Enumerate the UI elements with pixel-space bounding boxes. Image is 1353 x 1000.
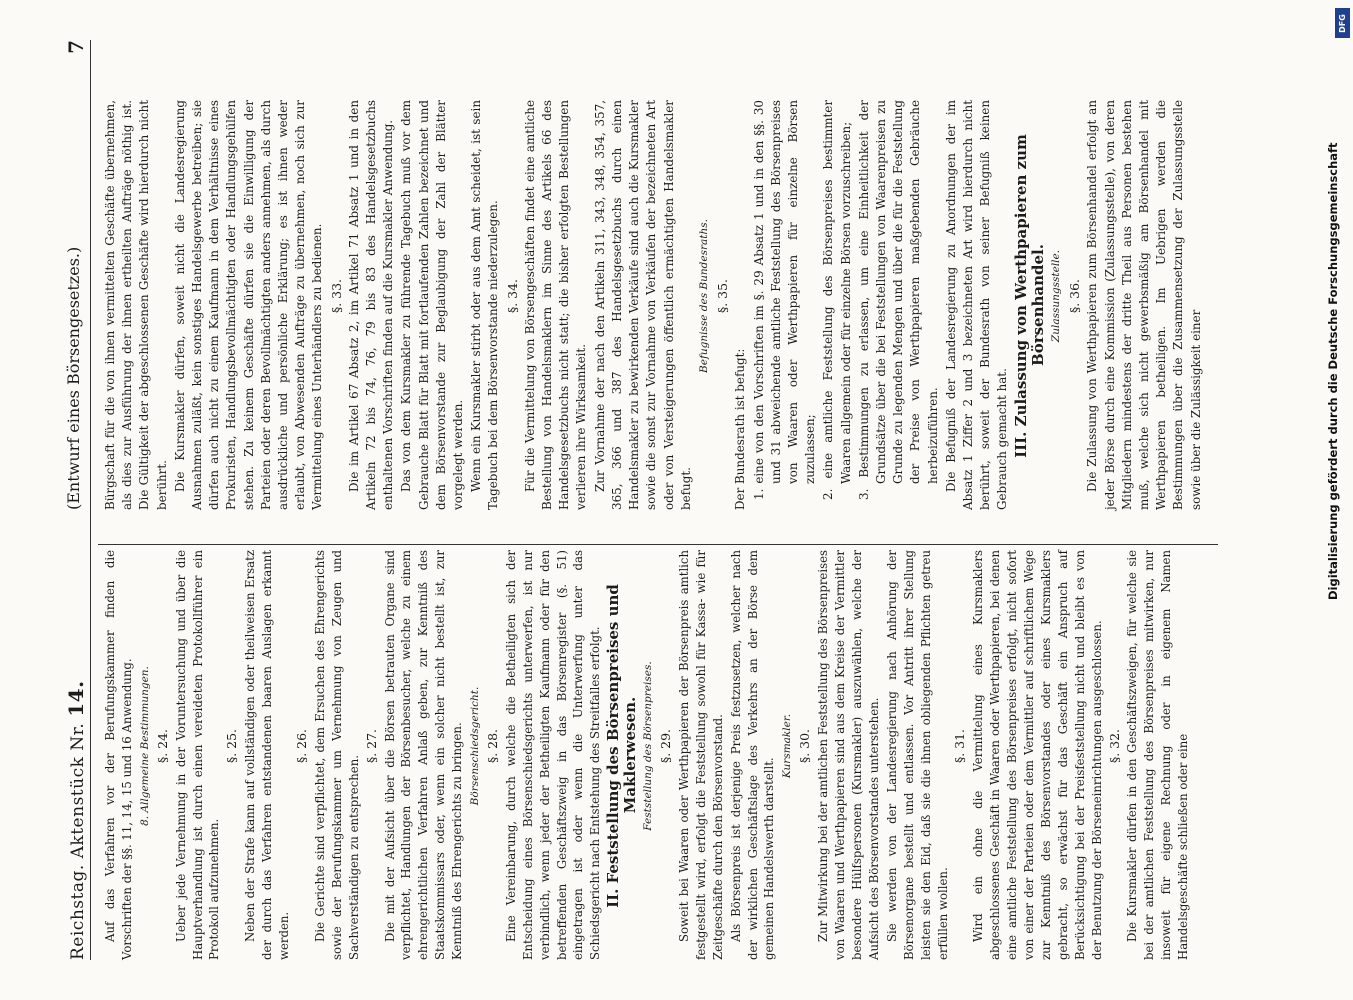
paragraph: Eine Vereinbarung, durch welche die Betheiligten sich der Entscheidung eines Börsenschiedsgerichts unterwerfen, ist nur verbindlich, wenn jeder der Betheiligten Kaufmann oder für den betreffenden Geschäftszweig in das Börsenregister (§. 51) eingetragen ist oder wenn die Unterwerfung unter das Schiedsgericht nach Entstehung des Streitfalles erfolgt. — [503, 550, 603, 960]
paragraph: Neben der Strafe kann auf vollständigen oder theilweisen Ersatz der durch das Verfahren entstandenen baaren Auslagen erkannt werden. — [243, 550, 292, 960]
paragraph: Zur Vornahme der nach den Artikeln 311, 343, 348, 354, 357, 365, 366 und 387 des Handelsgesetzbuchs durch einen Handelsmakler zu bewirkenden Verkäufe sind auch die Kursmakler sowie die sonst zur Vornahme von Verkäufen der bezeichneten Art oder von Versteigerungen öffentlich ermächtigten Handelsmakler befugt. — [592, 100, 693, 510]
section-number: §. 27. — [363, 728, 379, 764]
list-item: 3. Bestimmungen zu erlassen, um eine Einheitlichkeit der Grundsätze über die bei Feststellungen von Waarenpreisen zu Grunde zu legenden Mengen und über die für die Feststellung der Preise von Werthpapieren maßgebenden Gebräuche herbeizuführen. — [856, 100, 940, 500]
dfg-logo-text: DFG — [1338, 13, 1348, 33]
paragraph: Auf das Verfahren vor der Berufungskammer finden die Vorschriften der §§. 11, 14, 15 und 16 Anwendung. — [103, 550, 134, 960]
paragraph: Die im Artikel 67 Absatz 2, im Artikel 71 Absatz 1 und in den Artikeln 72 bis 74, 76, 79 bis 83 des Handelsgesetzbuchs enthaltenen Vorschriften finden auf die Kursmakler Anwendung. — [346, 100, 396, 510]
running-head-right — [64, 40, 88, 72]
subheading: Feststellung des Börsenpreises. — [642, 661, 655, 831]
column-divider — [98, 544, 1218, 545]
paragraph: Die Befugniß der Landesregierung zu Anordnungen der im Absatz 1 Ziffer 2 und 3 bezeichneten Art wird hierdurch nicht berührt, soweit der Bundesrath von seiner Befugniß keinen Gebrauch gemacht hat. — [943, 100, 1010, 510]
right-column — [102, 100, 1206, 510]
paragraph: Als Börsenpreis ist derjenige Preis festzusetzen, welcher nach der wirklichen Geschäftslage des Verkehrs an der Börse dem gemeinen Handelswerth darstellt. — [728, 550, 777, 960]
section-number: §. 35. — [715, 278, 731, 314]
running-head — [62, 40, 91, 960]
section-number: §. 34. — [504, 278, 520, 314]
section-number: §. 26. — [293, 728, 309, 764]
paragraph: Bürgschaft für die von ihnen vermittelten Geschäfte übernehmen, als dies zur Ausführung der ihnen ertheilten Aufträge nöthig ist. Die Gültigkeit der abgeschlossenen Geschäfte wird hierdurch nicht berührt. — [103, 100, 169, 510]
paragraph: Sie werden von der Landesregierung nach Anhörung der Börsenorgane bestellt und entlassen. Vor Antritt ihrer Stellung leisten sie den Eid, daß sie die ihnen obliegenden Pflichten getreu erfüllen wollen. — [884, 550, 950, 960]
dfg-logo — [1335, 8, 1350, 38]
list-item: 2. eine amtliche Feststellung des Börsenpreises bestimmter Waaren allgemein oder für einzelne Börsen vorzuschreiben; — [821, 100, 853, 500]
section-number: §. 28. — [484, 728, 500, 764]
section-number: §. 32. — [1106, 728, 1122, 764]
subheading: 8. Allgemeine Bestimmungen. — [138, 666, 151, 826]
section-number: §. 33. — [328, 278, 344, 314]
subheading: Zulassungsstelle. — [1049, 249, 1062, 343]
running-head-center: (Entwurf eines Börsengesetzes.) — [64, 246, 83, 510]
paragraph: Wenn ein Kursmakler stirbt oder aus dem Amt scheidet, ist sein Tagebuch bei dem Börsenvorstande niederzulegen. — [469, 100, 501, 510]
section-number: §. 24. — [154, 728, 170, 764]
paragraph: Soweit bei Waaren oder Werthpapieren der Börsenpreis amtlich festgestellt wird, erfolgt die Feststellung sowohl für Kassa- wie für Zeitgeschäfte durch den Börsenvorstand. — [676, 550, 725, 960]
section-heading: II. Feststellung des Börsenpreises und Maklerwesen. — [604, 584, 640, 908]
section-heading: III. Zulassung von Werthpapieren zum Börsenhandel. — [1011, 134, 1047, 458]
section-number: §. 31. — [952, 728, 968, 764]
section-number: §. 29. — [658, 728, 673, 764]
rotated-document-page — [2, 0, 1262, 1000]
paragraph: Die mit der Aufsicht über die Börsen betrauten Organe sind verpflichtet, Handlungen der Börsenbesucher, welche zu einem ehrengerichtlichen Verfahren Anlaß geben, zur Kenntniß des Staatskommissars oder, wenn ein solcher nicht bestellt ist, zur Kenntniß des Ehrengerichts zu bringen. — [382, 550, 465, 960]
subheading: Kursmakler. — [781, 713, 794, 779]
running-head-left — [64, 680, 88, 960]
paragraph: Die Zulassung von Werthpapieren zum Börsenhandel erfolgt an jeder Börse durch eine Kommission (Zulassungsstelle), von deren Mitgliedern mindestens der dritte Theil aus Personen bestehen muß, welche sich nicht gewerbsmäßig am Börsenhandel mit Werthpapieren betheiligen. Im Uebrigen werden die Bestimmungen über die Zusammensetzung der Zulassungsstelle sowie über die Zulässigkeit einer — [1085, 100, 1203, 510]
running-head-title: Reichstag. Aktenstück Nr. — [68, 722, 88, 960]
section-number: §. 36. — [1067, 278, 1083, 314]
section-number: §. 30. — [797, 728, 813, 764]
document-number: 14. — [64, 680, 88, 717]
paragraph: Für die Vermittelung von Börsengeschäften findet eine amtliche Bestellung von Handelsmaklern im Sinne des Artikels 66 des Handelsgesetzbuchs nicht statt; die bisher erfolgten Bestellungen verlieren ihre Wirksamkeit. — [522, 100, 589, 510]
page-number: 7 — [64, 40, 88, 54]
paragraph: Das von dem Kursmakler zu führende Tagebuch muß vor dem Gebrauche Blatt für Blatt mit fortlaufenden Zahlen bezeichnet und dem Börsenvorstande zur Beglaubigung der Zahl der Blätter vorgelegt werden. — [399, 100, 466, 510]
paragraph: Die Gerichte sind verpflichtet, dem Ersuchen des Ehrengerichts sowie der Berufungskammer um Vernehmung von Zeugen und Sachverständigen zu entsprechen. — [312, 550, 361, 960]
paragraph: Ueber jede Vernehmung in der Voruntersuchung und über die Hauptverhandlung ist durch einen vereideten Protokollführer ein Protokoll aufzunehmen. — [173, 550, 222, 960]
paragraph: Die Kursmakler dürfen in den Geschäftszweigen, für welche sie bei der amtlichen Feststellung des Börsenpreises mitwirken, nur insoweit für eigene Rechnung oder in eigenem Namen Handelsgeschäfte schließen oder eine — [1125, 550, 1191, 960]
paragraph: Der Bundesrath ist befugt: — [733, 348, 748, 510]
list-item: 1. eine von den Vorschriften im §. 29 Absatz 1 und in den §§. 30 und 31 abweichende amtliche Feststellung des Börsenpreises von Waaren oder Werthpapieren für einzelne Börsen zuzulassen; — [751, 100, 818, 500]
paragraph: Die Kursmakler dürfen, soweit nicht die Landesregierung Ausnahmen zuläßt, kein sonstiges Handelsgewerbe betreiben; sie dürfen auch nicht zu einem Kaufmann in dem Verhältnisse eines Prokuristen, Handlungsbevollmächtigten oder Handlungsgehülfen stehen. Zu keinem Geschäfte dürfen sie die Einwilligung der Parteien oder deren Bevollmächtigten anders annehmen, als durch ausdrückliche und persönliche Erklärung; es ist ihnen weder erlaubt, von Abwesenden Aufträge zu übernehmen, noch sich zur Vermittelung eines Unterhändlers zu bedienen. — [172, 100, 325, 510]
paragraph: Wird ein ohne die Vermittelung eines Kursmaklers abgeschlossenes Geschäft in Waaren oder Werthpapieren, bei denen eine amtliche Feststellung des Börsenpreises erfolgt, nicht sofort von einer der Parteien oder dem Vermittler auf schriftlichem Wege zur Kenntniß des Börsenvorstandes oder eines Kursmaklers gebracht, so erwächst für das Geschäft ein Anspruch auf Berücksichtigung bei der Preisfeststellung nicht und bleibt es von der Benutzung der Börseneinrichtungen ausgeschlossen. — [971, 550, 1104, 960]
subheading: Börsenschiedsgericht. — [469, 686, 482, 806]
subheading: Befugnisse des Bundesraths. — [697, 219, 710, 373]
left-column — [102, 550, 1193, 960]
section-number: §. 25. — [224, 728, 240, 764]
paragraph: Zur Mitwirkung bei der amtlichen Feststellung des Börsenpreises von Waaren und Werthpapieren sind aus dem Kreise der Vermittler besondere Hülfspersonen (Kursmakler) auszuwählen, welche der Aufsicht des Börsenvorstandes unterstehen. — [816, 550, 881, 960]
digitization-credit: Digitalisierung gefördert durch die Deutsche Forschungsgemeinschaft — [1326, 142, 1340, 600]
